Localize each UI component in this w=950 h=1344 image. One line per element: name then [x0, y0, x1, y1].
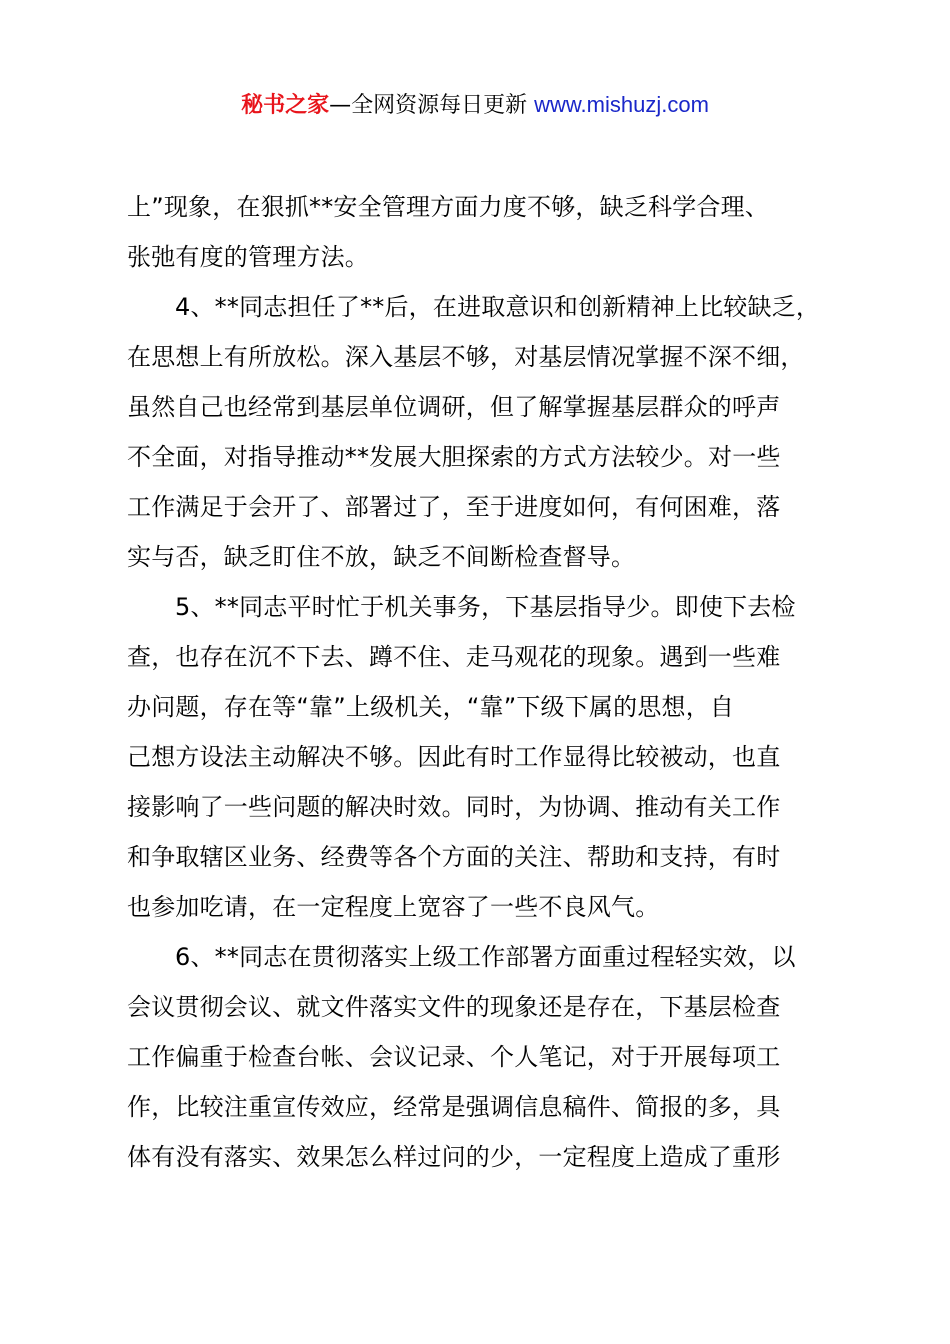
text-line: 和争取辖区业务、经费等各个方面的关注、帮助和支持，有时: [127, 843, 781, 871]
text-line: 工作偏重于检查台帐、会议记录、个人笔记，对于开展每项工: [127, 1043, 781, 1071]
text-line: 虽然自己也经常到基层单位调研，但了解掌握基层群众的呼声: [127, 393, 781, 421]
site-url-link[interactable]: www.mishuzj.com: [534, 92, 709, 117]
text-line: 己想方设法主动解决不够。因此有时工作显得比较被动，也直: [127, 743, 781, 771]
text-line: 在思想上有所放松。深入基层不够，对基层情况掌握不深不细，: [127, 343, 805, 371]
site-header: [0, 90, 950, 121]
text-line: 作，比较注重宣传效应，经常是强调信息稿件、简报的多，具: [127, 1093, 781, 1121]
text-line: 办问题，存在等“靠”上级机关，“靠”下级下属的思想，自: [127, 693, 735, 721]
site-brand: 秘书之家: [241, 93, 330, 118]
text-line: 不全面，对指导推动**发展大胆探索的方式方法较少。对一些: [127, 443, 781, 471]
site-tagline: —全网资源每日更新: [329, 93, 535, 118]
text-line: 会议贯彻会议、就文件落实文件的现象还是存在，下基层检查: [127, 993, 781, 1021]
paragraph-start-4: 4、**同志担任了**后，在进取意识和创新精神上比较缺乏，: [175, 293, 821, 321]
text-line: 上”现象，在狠抓**安全管理方面力度不够，缺乏科学合理、: [127, 193, 770, 221]
text-line: 接影响了一些问题的解决时效。同时，为协调、推动有关工作: [127, 793, 781, 821]
text-line: 张弛有度的管理方法。: [127, 243, 369, 271]
paragraph-start-6: 6、**同志在贯彻落实上级工作部署方面重过程轻实效，以: [175, 943, 796, 971]
paragraph-start-5: 5、**同志平时忙于机关事务，下基层指导少。即使下去检: [175, 593, 796, 621]
document-body: [127, 182, 833, 1182]
text-line: 查，也存在沉不下去、蹲不住、走马观花的现象。遇到一些难: [127, 643, 781, 671]
text-line: 体有没有落实、效果怎么样过问的少，一定程度上造成了重形: [127, 1143, 781, 1171]
text-line: 工作满足于会开了、部署过了，至于进度如何，有何困难，落: [127, 493, 781, 521]
text-line: 实与否，缺乏盯住不放，缺乏不间断检查督导。: [127, 543, 636, 571]
text-line: 也参加吃请，在一定程度上宽容了一些不良风气。: [127, 893, 660, 921]
